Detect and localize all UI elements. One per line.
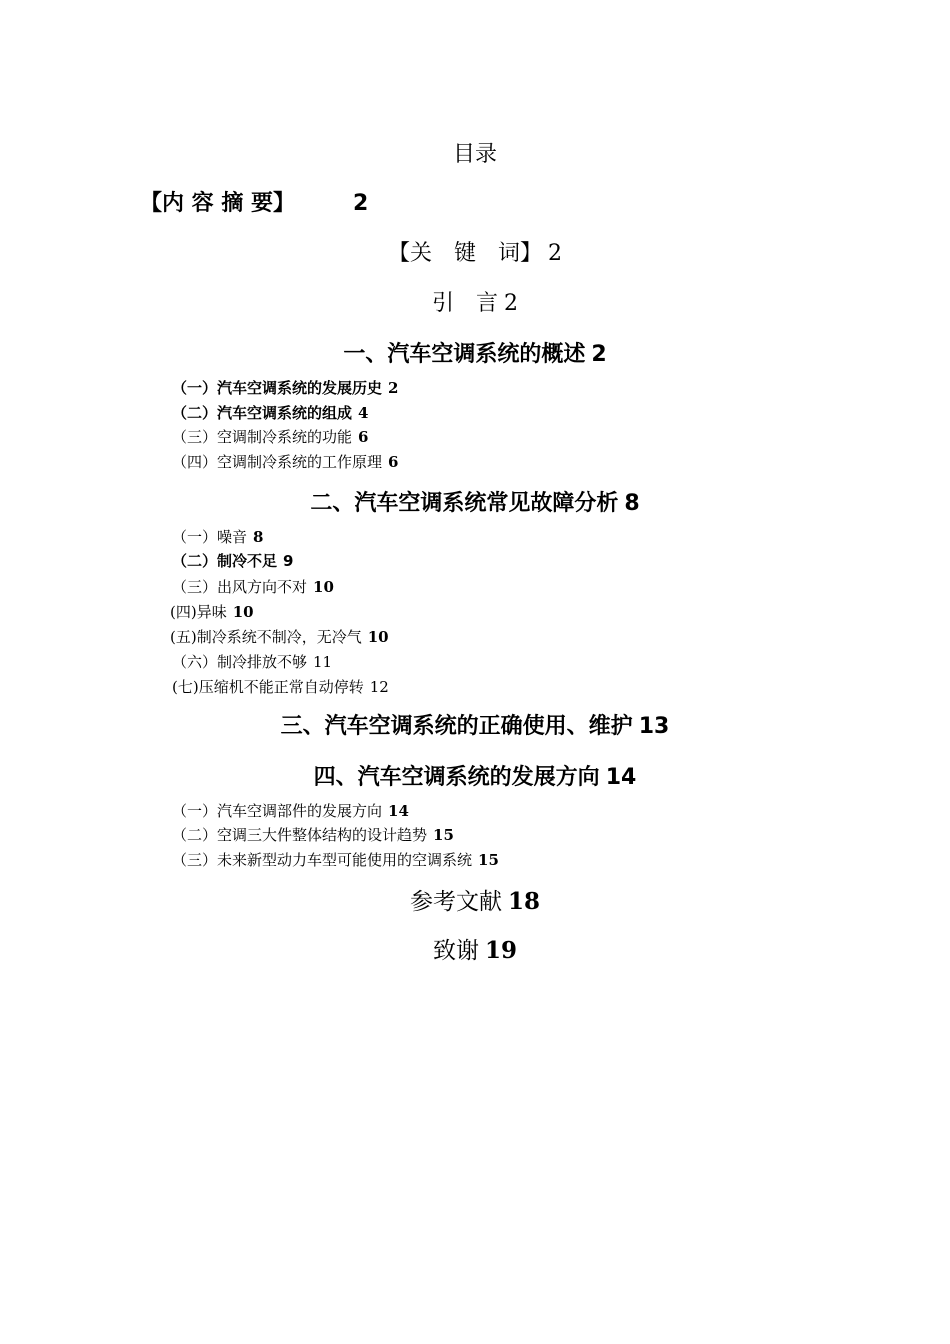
toc-entry-1-1[interactable]: （一）汽车空调系统的发展历史 2	[172, 379, 399, 397]
toc-chapter-4[interactable]: 四、汽车空调系统的发展方向 14	[313, 765, 637, 790]
toc-entry-4-3[interactable]: （三）未来新型动力车型可能使用的空调系统 15	[172, 851, 499, 869]
toc-entry-1-3[interactable]: （三）空调制冷系统的功能 6	[172, 428, 369, 446]
toc-entry-2-5[interactable]: (五)制冷系统不制冷，无冷气 10	[170, 628, 389, 646]
toc-entry-abstract[interactable]: 【内 容 摘 要】 2	[140, 191, 369, 216]
toc-entry-2-2[interactable]: （二）制冷不足 9	[172, 552, 294, 570]
toc-entry-2-3[interactable]: （三）出风方向不对 10	[172, 578, 334, 596]
toc-entry-1-4[interactable]: （四）空调制冷系统的工作原理 6	[172, 453, 399, 471]
toc-entry-4-2[interactable]: （二）空调三大件整体结构的设计趋势 15	[172, 826, 454, 844]
toc-entry-2-1[interactable]: （一）噪音 8	[172, 528, 264, 546]
toc-entry-thanks[interactable]: 致谢 19	[432, 937, 517, 964]
toc-chapter-1[interactable]: 一、汽车空调系统的概述 2	[343, 342, 607, 367]
toc-title: 目录	[452, 142, 497, 167]
toc-entry-4-1[interactable]: （一）汽车空调部件的发展方向 14	[172, 802, 409, 820]
toc-entry-2-7[interactable]: (七)压缩机不能正常自动停转 12	[172, 678, 389, 696]
toc-chapter-3[interactable]: 三、汽车空调系统的正确使用、维护 13	[280, 714, 670, 739]
toc-entry-keywords[interactable]: 【关 键 词】 2	[387, 241, 562, 266]
toc-entry-2-4[interactable]: (四)异味 10	[170, 603, 254, 621]
toc-chapter-2[interactable]: 二、汽车空调系统常见故障分析 8	[310, 491, 640, 516]
toc-entry-intro[interactable]: 引 言 2	[431, 291, 518, 316]
toc-entry-1-2[interactable]: （二）汽车空调系统的组成 4	[172, 404, 369, 422]
toc-entry-references[interactable]: 参考文献 18	[409, 888, 540, 915]
toc-entry-2-6[interactable]: （六）制冷排放不够 11	[172, 653, 333, 671]
